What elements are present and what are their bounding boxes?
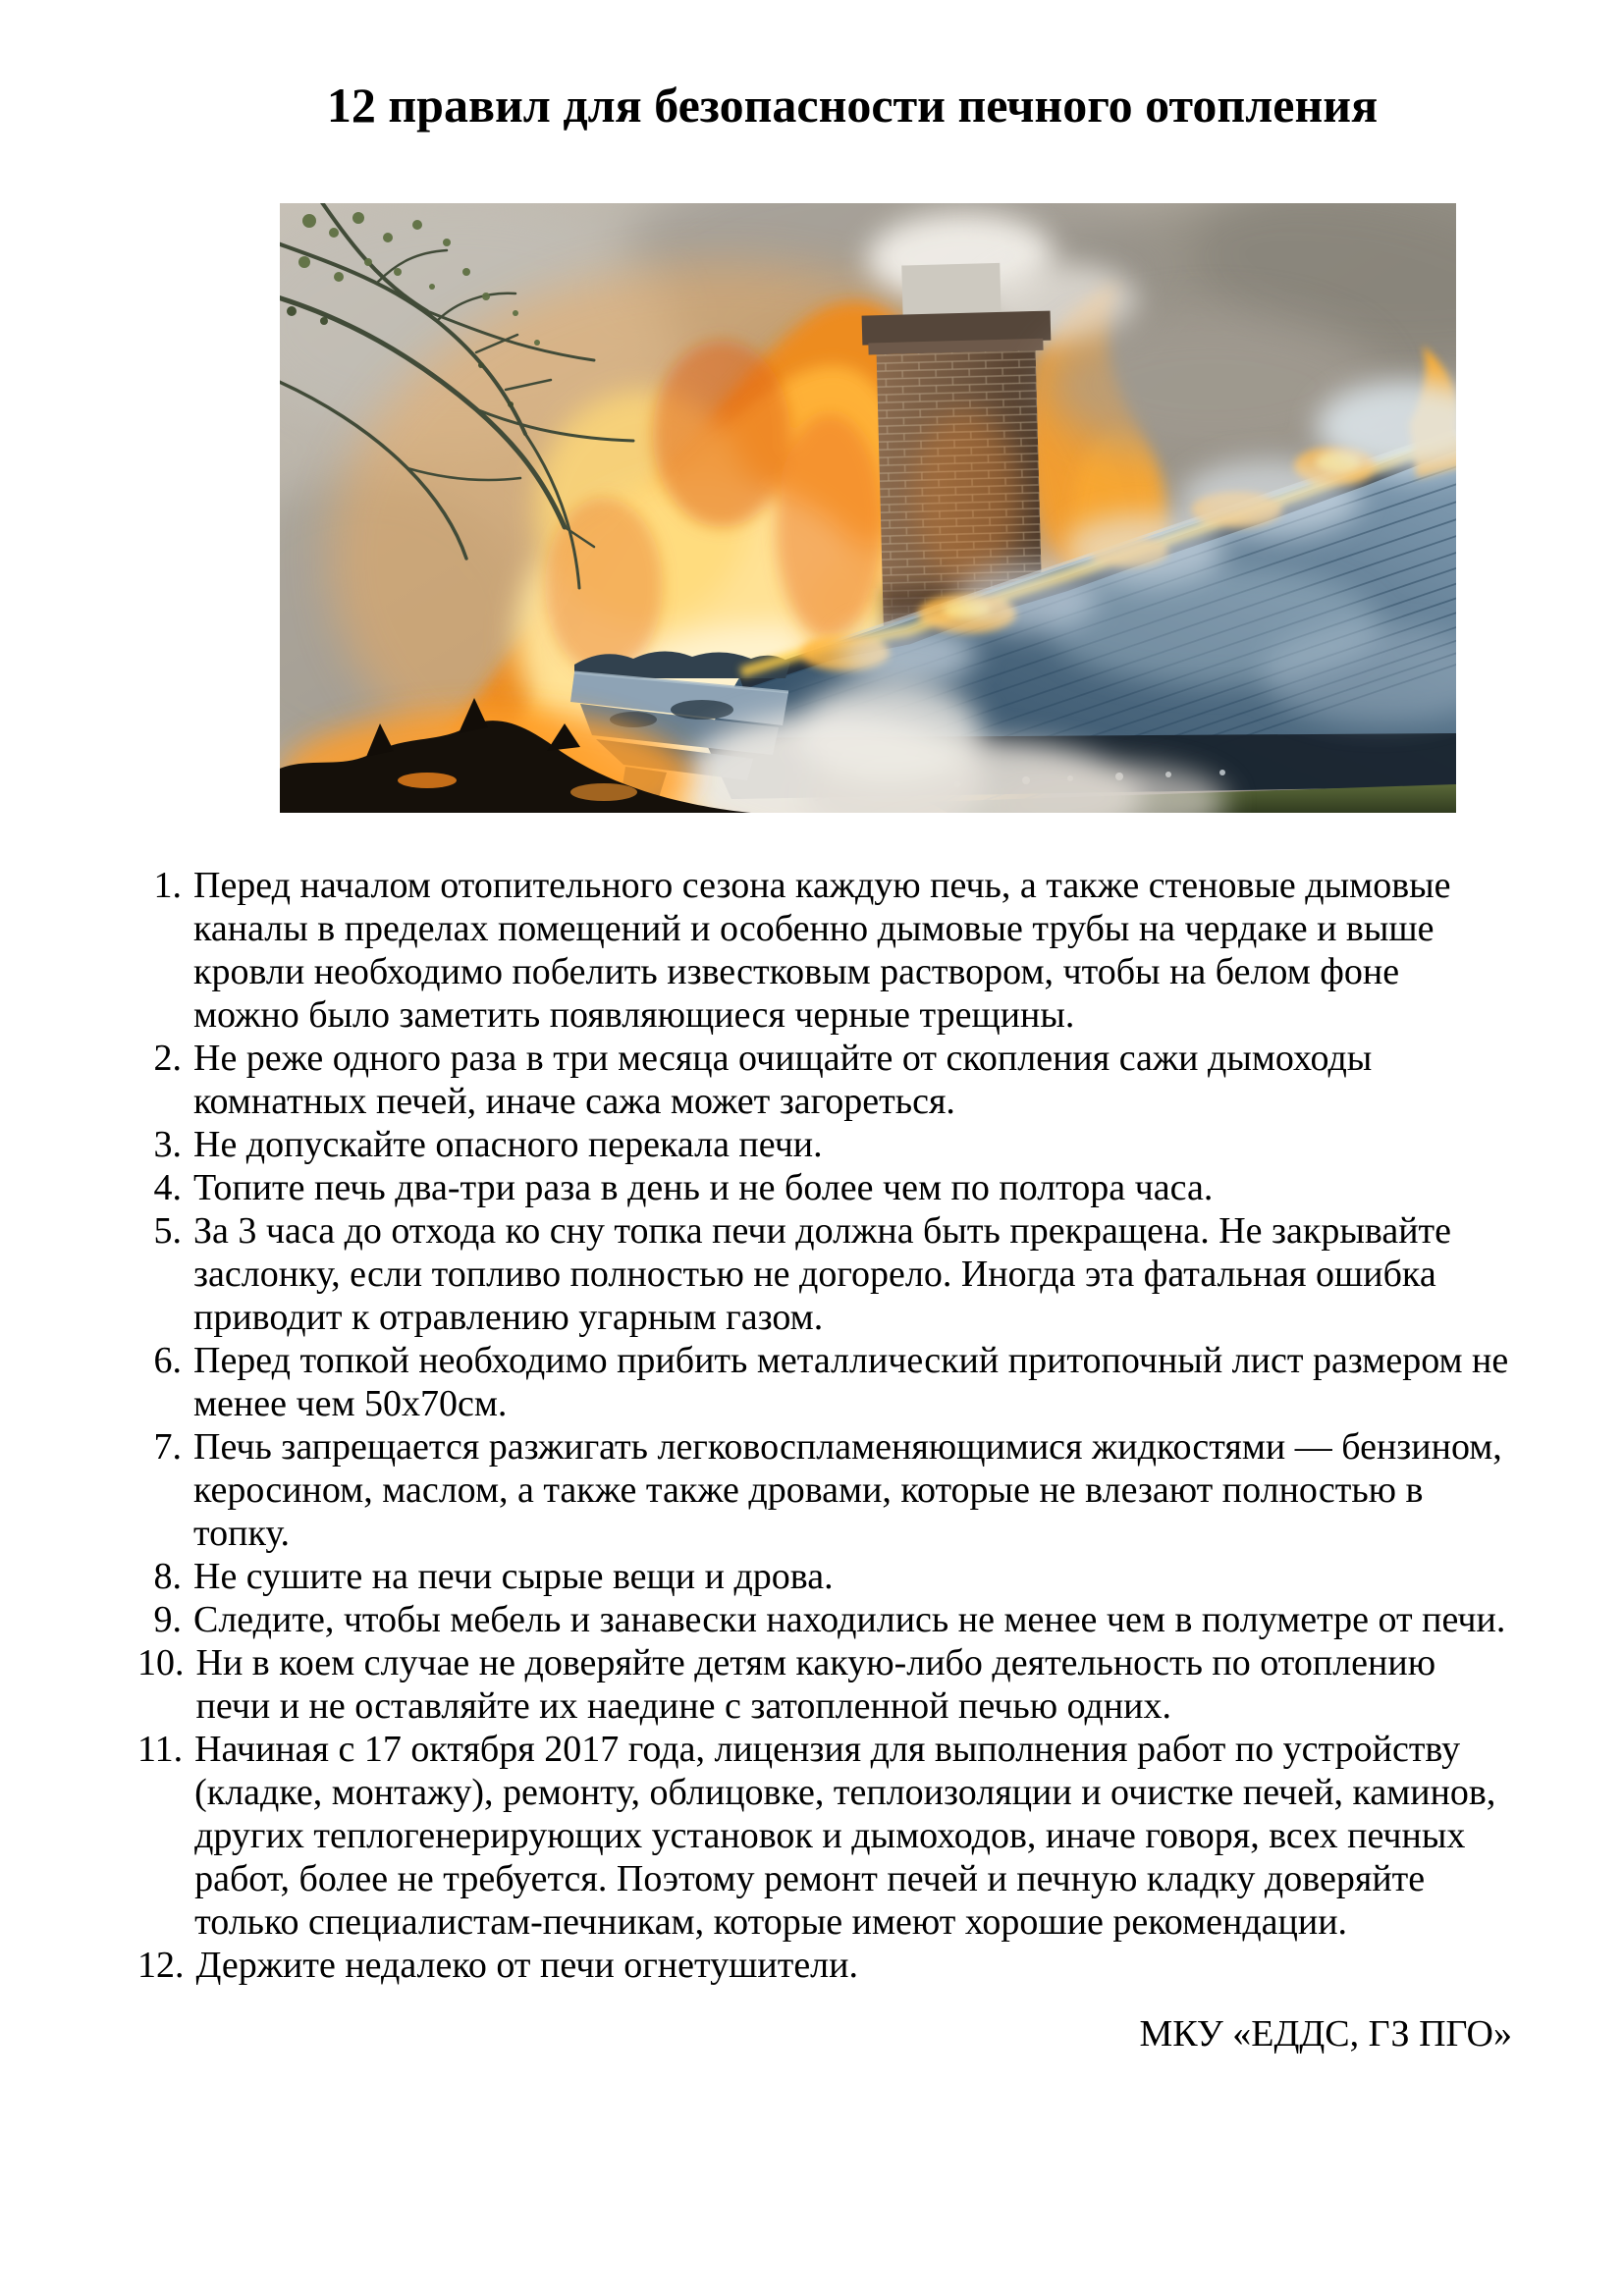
fire-photo (280, 203, 1456, 813)
rule-item (137, 1641, 1512, 1728)
rule-item (137, 1555, 1512, 1598)
rule-item (137, 1123, 1512, 1166)
footer-signature: МКУ «ЕДДС, ГЗ ПГО» (1139, 2013, 1512, 2055)
rule-item (137, 864, 1512, 1037)
rule-text: Не сушите на печи сырые вещи и дрова. (193, 1556, 834, 1597)
rule-number: 7. (153, 1426, 182, 1468)
rules-list (137, 864, 1512, 1987)
rule-number: 5. (153, 1210, 182, 1252)
rule-number: 9. (153, 1599, 182, 1640)
rule-number: 10. (137, 1642, 185, 1683)
rule-item (137, 1728, 1512, 1944)
rule-item (137, 1037, 1512, 1123)
rule-item (137, 1166, 1512, 1209)
rule-number: 8. (153, 1556, 182, 1597)
rule-number: 3. (153, 1124, 182, 1165)
rule-number: 1. (153, 865, 182, 906)
rule-item (137, 1425, 1512, 1555)
rule-item (137, 1598, 1512, 1641)
rule-text: Не допускайте опасного перекала печи. (193, 1124, 823, 1165)
rule-text: Не реже одного раза в три месяца очищайте от скопления сажи дымоходы комнатных печей, иначе сажа может загореться. (193, 1038, 1373, 1122)
rule-text: Топите печь два-три раза в день и не более чем по полтора часа. (193, 1167, 1214, 1208)
rule-number: 4. (153, 1167, 182, 1208)
rule-text: Следите, чтобы мебель и занавески находились не менее чем в полуметре от печи. (193, 1599, 1506, 1640)
rule-text: Ни в коем случае не доверяйте детям какую-либо деятельность по отоплению печи и не оставляйте их наедине с затопленной печью одних. (195, 1642, 1436, 1727)
rule-text: Перед началом отопительного сезона каждую печь, а также стеновые дымовые каналы в пределах помещений и особенно дымовые трубы на чердаке и выше кровли необходимо побелить известковым раствором, чтобы на белом фоне можно было заметить появляющиеся черные трещины. (193, 865, 1451, 1036)
rule-text: Начиная с 17 октября 2017 года, лицензия для выполнения работ по устройству (кладке, монтажу), ремонту, облицовке, теплоизоляции и очистке печей, каминов, других теплогенерирующих установок и дымоходов, иначе говоря, всех печных работ, более не требуется. Поэтому ремонт печей и печную кладку доверяйте только специалистам-печникам, которые имеют хорошие рекомендации. (194, 1729, 1496, 1943)
page-title: 12 правил для безопасности печного отопления (326, 78, 1379, 133)
rule-text: За 3 часа до отхода ко сну топка печи должна быть прекращена. Не закрывайте заслонку, если топливо полностью не догорело. Иногда эта фатальная ошибка приводит к отравлению угарным газом. (193, 1210, 1452, 1338)
rule-item (137, 1944, 1512, 1987)
rule-text: Печь запрещается разжигать легковоспламеняющимися жидкостями — бензином, керосином, маслом, а также также дровами, которые не влезают полностью в топку. (193, 1426, 1502, 1554)
rule-number: 12. (137, 1945, 185, 1986)
rule-text: Перед топкой необходимо прибить металлический притопочный лист размером не менее чем 50х70см. (193, 1340, 1509, 1424)
rule-number: 2. (153, 1038, 182, 1079)
rule-text: Держите недалеко от печи огнетушители. (195, 1945, 858, 1986)
fire-photo-graphic (280, 203, 1456, 813)
rule-item (137, 1209, 1512, 1339)
rule-number: 11. (137, 1729, 184, 1770)
rule-number: 6. (153, 1340, 182, 1381)
rule-item (137, 1339, 1512, 1425)
